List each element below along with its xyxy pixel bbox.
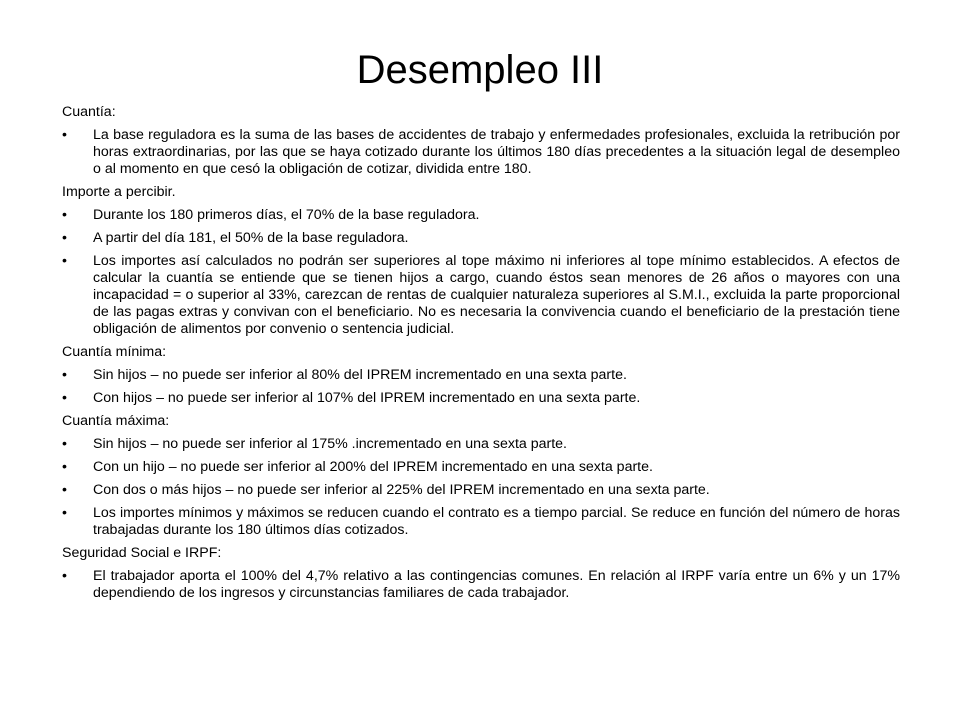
slide-body bbox=[62, 104, 900, 608]
bullet-dot-icon: • bbox=[62, 505, 67, 521]
slide-title: Desempleo III bbox=[356, 48, 604, 92]
bullet-text: Durante los 180 primeros días, el 70% de la base reguladora. bbox=[93, 207, 480, 223]
bullet-item bbox=[62, 207, 900, 224]
bullet-item bbox=[62, 568, 900, 602]
section-cuantia-minima bbox=[62, 344, 900, 407]
bullet-item bbox=[62, 390, 900, 407]
section-heading: Cuantía máxima: bbox=[62, 413, 170, 429]
bullet-text: La base reguladora es la suma de las bases de accidentes de trabajo y enfermedades profesionales, excluida la retribución por horas extraordinarias, por las que se haya cotizado durante los últimos 180 días precedentes a la situación legal de desempleo o al momento en que cesó la obligación de cotizar, dividida entre 180. bbox=[93, 127, 900, 177]
section-heading: Seguridad Social e IRPF: bbox=[62, 545, 222, 561]
bullet-dot-icon: • bbox=[62, 459, 67, 475]
section-heading: Cuantía: bbox=[62, 104, 116, 120]
bullet-dot-icon: • bbox=[62, 390, 67, 406]
bullet-item bbox=[62, 367, 900, 384]
bullet-text: Con dos o más hijos – no puede ser inferior al 225% del IPREM incrementado en una sexta parte. bbox=[93, 482, 710, 498]
bullet-text: A partir del día 181, el 50% de la base reguladora. bbox=[93, 230, 409, 246]
section-heading: Cuantía mínima: bbox=[62, 344, 167, 360]
bullet-text: El trabajador aporta el 100% del 4,7% relativo a las contingencias comunes. En relación al IRPF varía entre un 6% y un 17% dependiendo de los ingresos y circunstancias familiares de cada trabajador. bbox=[93, 568, 900, 601]
bullet-text: Sin hijos – no puede ser inferior al 80% del IPREM incrementado en una sexta parte. bbox=[93, 367, 627, 383]
bullet-item bbox=[62, 482, 900, 499]
bullet-item bbox=[62, 436, 900, 453]
bullet-item bbox=[62, 505, 900, 539]
bullet-dot-icon: • bbox=[62, 127, 67, 143]
bullet-text: Sin hijos – no puede ser inferior al 175% .incrementado en una sexta parte. bbox=[93, 436, 567, 452]
section-cuantia-maxima bbox=[62, 413, 900, 539]
section-cuantia bbox=[62, 104, 900, 178]
section-importe bbox=[62, 184, 900, 338]
bullet-text: Con un hijo – no puede ser inferior al 200% del IPREM incrementado en una sexta parte. bbox=[93, 459, 653, 475]
bullet-dot-icon: • bbox=[62, 207, 67, 223]
section-seguridad-social bbox=[62, 545, 900, 602]
section-heading: Importe a percibir. bbox=[62, 184, 176, 200]
bullet-item bbox=[62, 127, 900, 178]
bullet-dot-icon: • bbox=[62, 568, 67, 584]
bullet-dot-icon: • bbox=[62, 253, 67, 269]
bullet-dot-icon: • bbox=[62, 482, 67, 498]
bullet-dot-icon: • bbox=[62, 367, 67, 383]
bullet-dot-icon: • bbox=[62, 436, 67, 452]
bullet-item bbox=[62, 253, 900, 338]
bullet-item bbox=[62, 459, 900, 476]
bullet-text: Con hijos – no puede ser inferior al 107% del IPREM incrementado en una sexta parte. bbox=[93, 390, 641, 406]
bullet-text: Los importes mínimos y máximos se reducen cuando el contrato es a tiempo parcial. Se reduce en función del número de horas trabajadas durante los 180 últimos días cotizados. bbox=[93, 505, 900, 538]
bullet-dot-icon: • bbox=[62, 230, 67, 246]
bullet-text: Los importes así calculados no podrán ser superiores al tope máximo ni inferiores al tope mínimo establecidos. A efectos de calcular la cuantía se entiende que se tienen hijos a cargo, cuando éstos sean menores de 26 años o mayores con una incapacidad = o superior al 33%, carezcan de rentas de cualquier naturaleza superiores al S.M.I., excluida la parte proporcional de las pagas extras y convivan con el beneficiario. No es necesaria la convivencia cuando el beneficiario de la prestación tiene obligación de alimentos por convenio o sentencia judicial. bbox=[93, 253, 900, 337]
bullet-item bbox=[62, 230, 900, 247]
